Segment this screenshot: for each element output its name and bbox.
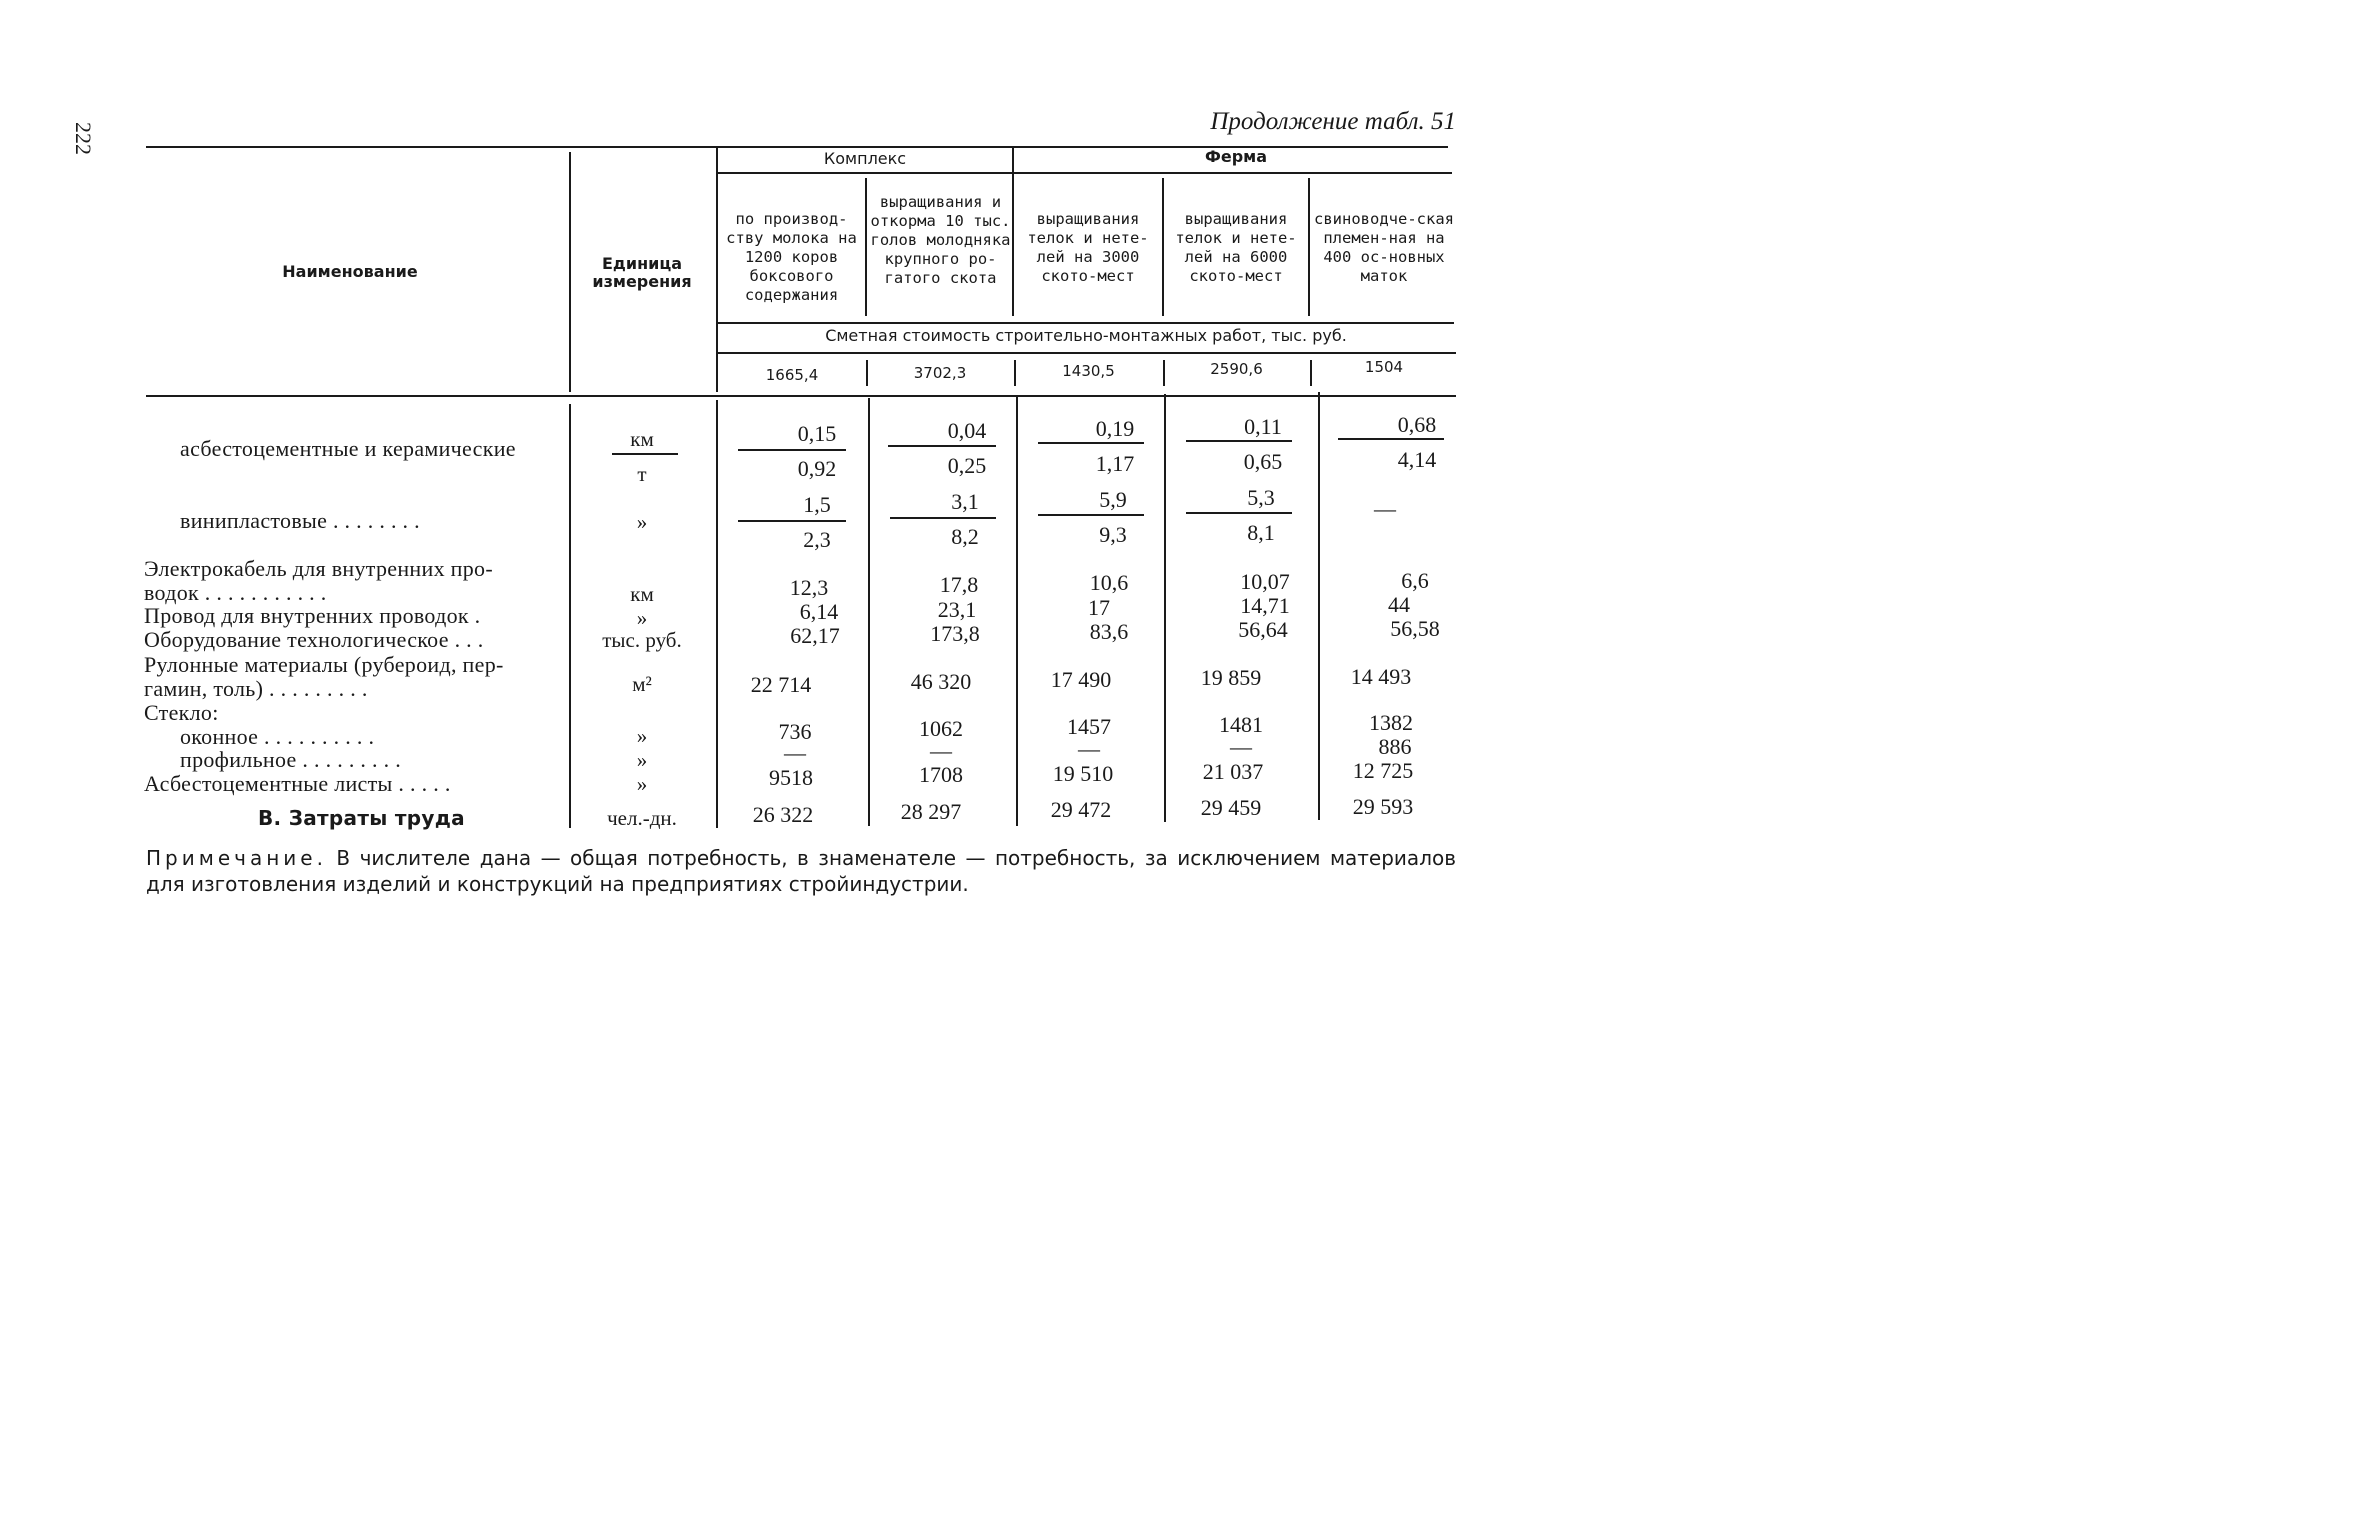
value-num: 1,5 (803, 492, 831, 517)
header-divider (865, 178, 867, 316)
table-continuation-title: Продолжение табл. 51 (1210, 108, 1456, 135)
row-unit: » (636, 606, 648, 630)
row-name: винипластовые . . . . . . . . (180, 508, 420, 533)
group-rule (718, 172, 1452, 174)
row-unit: тыс. руб. (602, 628, 682, 652)
header-divider (1162, 178, 1164, 316)
fraction-bar (738, 449, 846, 451)
value-num: 3,1 (951, 489, 979, 514)
value-den: 0,65 (1243, 449, 1283, 474)
row-name: Электрокабель для внутренних про- (144, 556, 493, 581)
row-unit: чел.-дн. (607, 806, 677, 830)
value: 26 322 (752, 802, 814, 827)
header-divider (716, 148, 718, 392)
row-name: профильное . . . . . . . . . (180, 747, 402, 772)
header-col-3: выращивания телок и нете-лей на 3000 ското-мест (1027, 210, 1149, 285)
header-name: Наименование (282, 262, 418, 281)
row-name-cont: гамин, толь) . . . . . . . . . (144, 676, 368, 701)
value-num: 0,15 (797, 421, 837, 446)
header-group-farm: Ферма (1204, 147, 1268, 166)
value: 44 (1388, 592, 1410, 617)
value-den: 1,17 (1095, 451, 1135, 476)
cost-top-rule (718, 322, 1454, 324)
value-num: 0,11 (1244, 414, 1282, 439)
value-den: 4,14 (1397, 447, 1437, 472)
value-num: 5,3 (1247, 485, 1275, 510)
fraction-bar (1186, 440, 1292, 442)
value-num: 0,68 (1397, 412, 1437, 437)
row-name: асбестоцементные и керамические (180, 436, 516, 461)
header-divider (569, 152, 571, 392)
row-unit-denominator: т (637, 462, 647, 486)
fraction-bar (612, 453, 678, 455)
fraction-bar (1038, 442, 1144, 444)
value-den: 9,3 (1099, 522, 1127, 547)
value: 6,14 (799, 599, 839, 624)
value-dash: — (1374, 496, 1396, 521)
value: 10,07 (1240, 569, 1290, 594)
value-den: 0,92 (797, 456, 837, 481)
value-den: 0,25 (947, 453, 987, 478)
value: — (784, 740, 806, 765)
value: 17,8 (939, 572, 979, 597)
value: 17 (1088, 595, 1110, 620)
cost-value: 1504 (1364, 358, 1404, 376)
row-name-cont: водок . . . . . . . . . . . (144, 580, 327, 605)
value: 46 320 (910, 669, 972, 694)
fraction-bar (738, 520, 846, 522)
header-col-1: по производ-ству молока на 1200 коров боксового содержания (726, 210, 857, 304)
row-unit: » (636, 748, 648, 772)
header-divider (1308, 178, 1310, 316)
header-col-2: выращивания и откорма 10 тыс. голов молодняка крупного ро-гатого скота (870, 193, 1011, 287)
value-den: 8,1 (1247, 520, 1275, 545)
row-name: Стекло: (144, 700, 219, 725)
cost-label: Сметная стоимость строительно-монтажных работ, тыс. руб. (825, 326, 1347, 345)
fraction-bar (888, 445, 996, 447)
table-note (146, 845, 1456, 897)
value: 886 (1378, 734, 1412, 759)
header-col-5: свиноводче-ская племен-ная на 400 ос-новных маток (1314, 210, 1454, 285)
value: 22 714 (750, 672, 812, 697)
value: 10,6 (1089, 570, 1129, 595)
value: 19 859 (1200, 665, 1262, 690)
value: 28 297 (900, 799, 962, 824)
section-title-labor: В. Затраты труда (258, 806, 465, 830)
row-unit: » (636, 724, 648, 748)
value: 56,64 (1238, 617, 1288, 642)
value: 17 490 (1050, 667, 1112, 692)
value: 1708 (919, 762, 963, 787)
value: 9518 (769, 765, 813, 790)
value-num: 0,04 (947, 418, 987, 443)
value: 29 593 (1352, 794, 1414, 819)
value: 29 472 (1050, 797, 1112, 822)
body-divider (569, 404, 571, 828)
header-col-4: выращивания телок и нете-лей на 6000 ското-мест (1175, 210, 1297, 285)
value: 1457 (1067, 714, 1111, 739)
note-label: Примечание. (146, 846, 327, 870)
header-bottom-rule (146, 395, 1456, 397)
value: 736 (778, 719, 812, 744)
value-num: 5,9 (1099, 487, 1127, 512)
value: — (1078, 736, 1100, 761)
value: 6,6 (1401, 568, 1429, 593)
row-unit-numerator: км (630, 427, 654, 451)
value-den: 8,2 (951, 524, 979, 549)
value: 173,8 (930, 621, 980, 646)
page-number: 222 (71, 122, 96, 155)
value: 1481 (1219, 712, 1263, 737)
value: 12,3 (789, 575, 829, 600)
row-name: Оборудование технологическое . . . (144, 627, 484, 652)
value: 23,1 (937, 597, 977, 622)
header-unit: Единица измерения (592, 254, 692, 291)
value-num: 0,19 (1095, 416, 1135, 441)
row-name: Асбестоцементные листы . . . . . (144, 771, 451, 796)
note-text: В числителе дана — общая потребность, в знаменателе — потребность, за исключением материалов для изготовления изделий и конструкций на предприятиях стройиндустрии. (146, 846, 1456, 896)
value: 62,17 (790, 623, 840, 648)
row-unit: » (636, 510, 648, 534)
row-name: Провод для внутренних проводок . (144, 603, 481, 628)
value: — (930, 738, 952, 763)
row-unit: км (630, 582, 654, 606)
header-group-complex: Комплекс (823, 149, 907, 168)
cost-value: 3702,3 (913, 364, 967, 382)
cost-value: 2590,6 (1210, 360, 1263, 378)
row-name: Рулонные материалы (рубероид, пер- (144, 652, 504, 677)
value: 14,71 (1240, 593, 1290, 618)
value-den: 2,3 (803, 527, 831, 552)
value: — (1230, 734, 1252, 759)
cost-mid-rule (718, 352, 1456, 354)
value: 12 725 (1352, 758, 1414, 783)
fraction-bar (1038, 514, 1144, 516)
value: 19 510 (1052, 761, 1114, 786)
fraction-bar (890, 517, 996, 519)
value: 21 037 (1202, 759, 1264, 784)
value: 1062 (919, 716, 963, 741)
cost-value: 1430,5 (1062, 362, 1115, 380)
fraction-bar (1186, 512, 1292, 514)
row-unit: » (636, 772, 648, 796)
fraction-bar (1338, 438, 1444, 440)
value: 56,58 (1390, 616, 1440, 641)
row-name: оконное . . . . . . . . . . (180, 724, 375, 749)
value: 14 493 (1350, 664, 1412, 689)
value: 83,6 (1089, 619, 1129, 644)
value: 1382 (1369, 710, 1413, 735)
row-unit: м² (632, 672, 652, 696)
cost-value: 1665,4 (765, 366, 819, 384)
body-divider (716, 400, 718, 828)
value: 29 459 (1200, 795, 1262, 820)
